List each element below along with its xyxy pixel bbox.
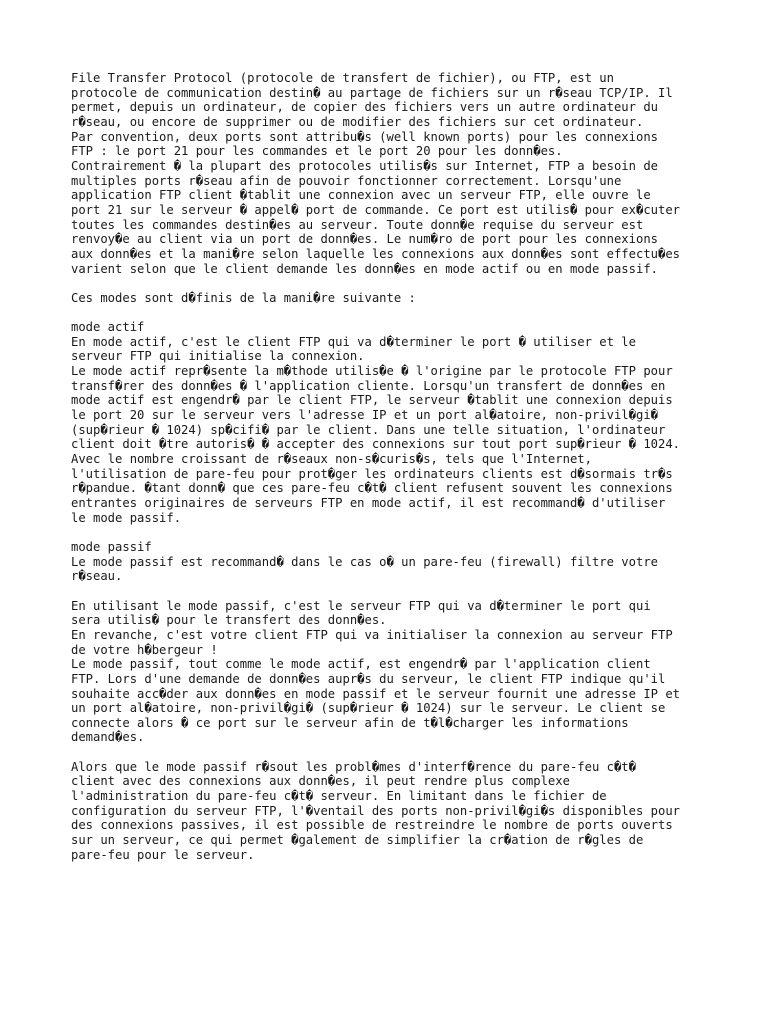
paragraph-active-mode: mode actif En mode actif, c'est le client FTP qui va d�terminer le port � utiliser et le serveur FTP qui initialise la connexion. Le mode actif repr�sente la m�thode utilis�e � l'origine par le protocole FTP pour transf�rer des donn�es � l'application cliente. Lorsqu'un transfert de donn�es en mode actif est engendr� par le client FTP, le serveur �tablit une connexion depuis le port 20 sur le serveur vers l'adresse IP et un port al�atoire, non-privil�gi� (sup�rieur � 1024) sp�cifi� par le client. Dans une telle situation, l'ordinateur client doit �tre autoris� � accepter des connexions sur tout port sup�rieur � 1024. Avec le nombre croissant de r�seaux non-s�curis�s, tels que l'Internet, l'utilisation de pare-feu pour prot�ger les ordinateurs clients est d�sormais tr�s r�pandue. �tant donn� que ces pare-feu c�t� client refusent souvent les connexions entrantes originaires de serveurs FTP en mode actif, il est recommand� d'utiliser le mode passif. (71, 320, 681, 525)
paragraph-spacer (71, 276, 711, 291)
paragraph-passive-mode: mode passif Le mode passif est recommand� dans le cas o� un pare-feu (firewall) filtre votre r�seau. (71, 539, 658, 584)
paragraph-modes-intro: Ces modes sont d�finis de la mani�re suivante : (71, 290, 416, 305)
paragraph-spacer (71, 584, 711, 599)
paragraph-spacer (71, 305, 711, 320)
document-page (71, 71, 711, 862)
paragraph-spacer (71, 745, 711, 760)
paragraph-intro: File Transfer Protocol (protocole de transfert de fichier), ou FTP, est un protocole de communication destin� au partage de fichiers sur un r�seau TCP/IP. Il permet, depuis un ordinateur, de copier des fichiers vers un autre ordinateur du r�seau, ou encore de supprimer ou de modifier des fichiers sur cet ordinateur. Par convention, deux ports sont attribu�s (well known ports) pour les connexions FTP : le port 21 pour les commandes et le port 20 pour les donn�es. Contrairement � la plupart des protocoles utilis�s sur Internet, FTP a besoin de multiples ports r�seau afin de pouvoir fonctionner correctement. Lorsqu'une application FTP client �tablit une connexion avec un serveur FTP, elle ouvre le port 21 sur le serveur � appel� port de commande. Ce port est utilis� pour ex�cuter toutes les commandes destin�es au serveur. Toute donn�e requise du serveur est renvoy�e au client via un port de donn�es. Le num�ro de port pour les connexions aux donn�es et la mani�re selon laquelle les connexions aux donn�es sont effectu�es varient selon que le client demande les donn�es en mode actif ou en mode passif. (71, 71, 681, 276)
paragraph-spacer (71, 525, 711, 540)
paragraph-passive-details: En utilisant le mode passif, c'est le serveur FTP qui va d�terminer le port qui sera utilis� pour le transfert des donn�es. En revanche, c'est votre client FTP qui va initialiser la connexion au serveur FTP de votre h�bergeur ! Le mode passif, tout comme le mode actif, est engendr� par l'application client FTP. Lors d'une demande de donn�es aupr�s du serveur, le client FTP indique qu'il souhaite acc�der aux donn�es en mode passif et le serveur fournit une adresse IP et un port al�atoire, non-privil�gi� (sup�rieur � 1024) sur le serveur. Le client se connecte alors � ce port sur le serveur afin de t�l�charger les informations demand�es. (71, 598, 681, 745)
paragraph-firewall: Alors que le mode passif r�sout les probl�mes d'interf�rence du pare-feu c�t� client avec des connexions aux donn�es, il peut rendre plus complexe l'administration du pare-feu c�t� serveur. En limitant dans le fichier de configuration du serveur FTP, l'�ventail des ports non-privil�gi�s disponibles pour des connexions passives, il est possible de restreindre le nombre de ports ouverts sur un serveur, ce qui permet �galement de simplifier la cr�ation de r�gles de pare-feu pour le serveur. (71, 759, 681, 862)
